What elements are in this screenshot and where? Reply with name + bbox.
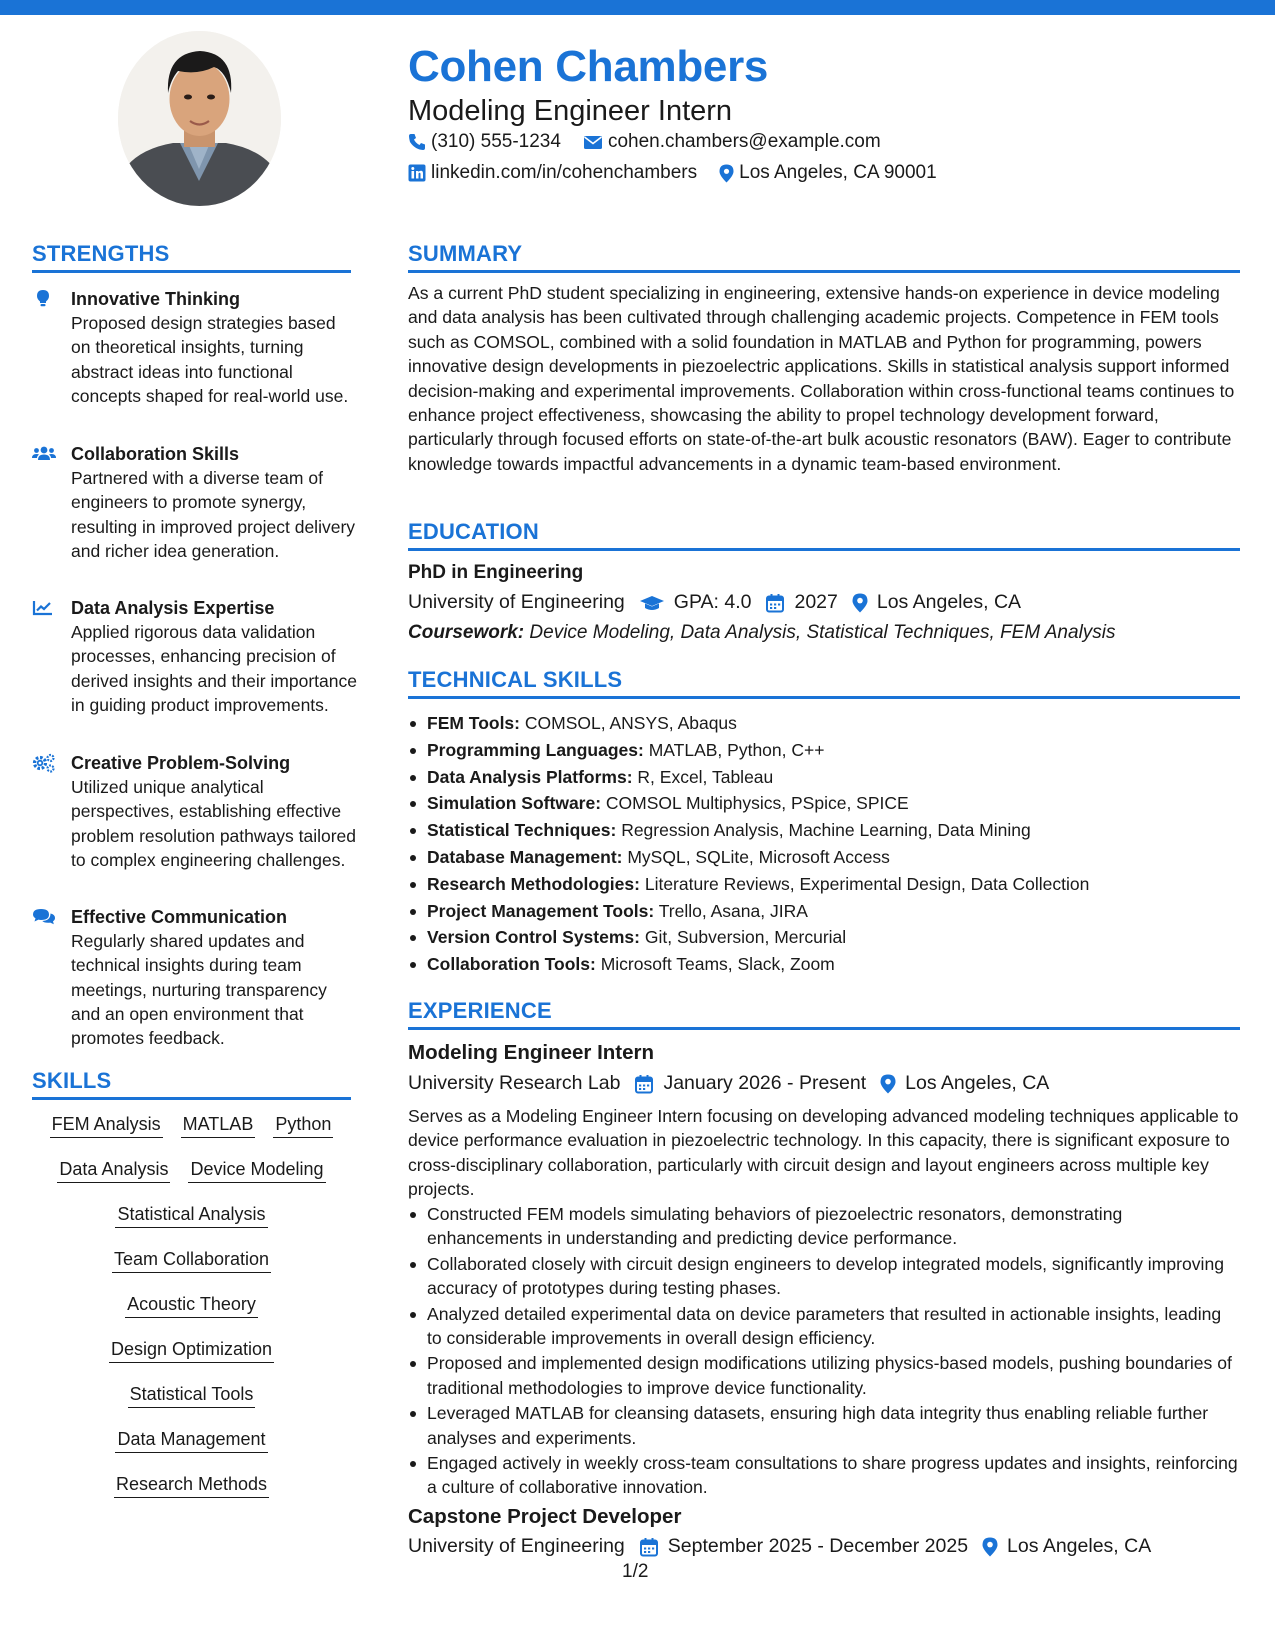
list-item: Simulation Software: COMSOL Multiphysics, PSpice, SPICE — [408, 790, 1240, 817]
list-item: Database Management: MySQL, SQLite, Microsoft Access — [408, 844, 1240, 871]
skills-row — [32, 1429, 351, 1453]
strengths-heading: STRENGTHS — [32, 241, 351, 273]
page-number: 1/2 — [622, 1561, 649, 1582]
job-dates: September 2025 - December 2025 — [667, 1535, 969, 1557]
skills-row — [32, 1384, 351, 1408]
skills-row — [32, 1474, 351, 1498]
location-pin-icon — [852, 593, 868, 613]
location-pin-icon — [880, 1074, 896, 1094]
strength-title: Creative Problem-Solving — [71, 753, 291, 773]
skills-heading: SKILLS — [32, 1068, 351, 1100]
skill-chip: Device Modeling — [188, 1159, 325, 1183]
list-item: Research Methodologies: Literature Reviews, Experimental Design, Data Collection — [408, 871, 1240, 898]
employer-name: University Research Lab — [408, 1072, 621, 1094]
list-item: Data Analysis Platforms: R, Excel, Tableau — [408, 764, 1240, 791]
graduation-cap-icon — [639, 593, 665, 613]
strength-description: Utilized unique analytical perspectives, establishing effective problem resolution pathways tailored to complex engineering challenges. — [71, 777, 357, 870]
skills-row — [32, 1159, 351, 1183]
skill-chip: Research Methods — [114, 1474, 269, 1498]
profile-photo — [118, 31, 281, 206]
summary-text: As a current PhD student specializing in engineering, extensive hands-on experience in device modeling and data analysis has been cultivated through challenging academic projects. Competence in FEM tools such as COMSOL, combined with a solid foundation in MATLAB and Python for programming, powers innovative design developments in piezoelectric applications. Skills in statistical analysis support informed decision-making and experimental improvements. Collaboration within cross-functional teams continues to enhance project effectiveness, showcasing the ability to propel technology development forward, particularly through focused efforts on state-of-the-art bulk acoustic resonators (BAW). Eager to contribute knowledge towards impactful advancements in a dynamic team-based environment. — [408, 283, 1235, 474]
technical-skills-list — [408, 710, 1240, 978]
education-heading: EDUCATION — [408, 519, 1240, 551]
calendar-icon — [765, 593, 785, 613]
skill-chip: Statistical Analysis — [115, 1204, 267, 1228]
job-title: Capstone Project Developer — [408, 1505, 682, 1528]
strength-item — [32, 442, 357, 563]
strength-item — [32, 905, 357, 1050]
list-item: Engaged actively in weekly cross-team consultations to share progress updates and insights, reinforcing a culture of collaborative innovation. — [408, 1451, 1240, 1500]
job-location: Los Angeles, CA — [1007, 1535, 1152, 1557]
list-item: Statistical Techniques: Regression Analysis, Machine Learning, Data Mining — [408, 817, 1240, 844]
skill-chip: Team Collaboration — [112, 1249, 271, 1273]
list-item: Leveraged MATLAB for cleansing datasets, ensuring high data integrity thus enabling reliable further analyses and experiments. — [408, 1401, 1240, 1450]
strength-title: Innovative Thinking — [71, 289, 241, 309]
phone-icon — [408, 133, 426, 151]
strength-item — [32, 751, 357, 872]
location-text: Los Angeles, CA 90001 — [739, 162, 937, 183]
technical-skills-heading: TECHNICAL SKILLS — [408, 667, 1240, 699]
strength-description: Regularly shared updates and technical insights during team meetings, nurturing transparency and an open environment that promotes feedback. — [71, 931, 327, 1049]
linkedin-link[interactable]: linkedin.com/in/cohenchambers — [431, 162, 698, 183]
job-bullets — [408, 1202, 1240, 1501]
list-item: FEM Tools: COMSOL, ANSYS, Abaqus — [408, 710, 1240, 737]
list-item: Project Management Tools: Trello, Asana, JIRA — [408, 898, 1240, 925]
list-item: Constructed FEM models simulating behaviors of piezoelectric resonators, demonstrating enhancements in understanding and predicting device performance. — [408, 1202, 1240, 1251]
email-link[interactable]: cohen.chambers@example.com — [607, 131, 881, 152]
list-item: Version Control Systems: Git, Subversion, Mercurial — [408, 924, 1240, 951]
location-pin-icon — [719, 164, 734, 182]
envelope-icon — [583, 133, 603, 151]
skill-chip: Data Management — [115, 1429, 267, 1453]
chart-line-icon — [32, 598, 54, 618]
calendar-icon — [639, 1537, 659, 1557]
job-description: Serves as a Modeling Engineer Intern focusing on developing advanced modeling techniques applicable to device performance evaluation in piezoelectric technology. In this capacity, there is significant exposure to cross-disciplinary collaboration, particularly with circuit design and layout engineers across multiple key projects. — [408, 1106, 1239, 1200]
job-meta — [408, 1535, 1151, 1558]
coursework-text: Device Modeling, Data Analysis, Statistical Techniques, FEM Analysis — [529, 622, 1116, 643]
phone-text[interactable]: (310) 555-1234 — [431, 131, 561, 152]
strength-title: Collaboration Skills — [71, 444, 240, 464]
skills-row — [32, 1114, 351, 1138]
education-meta — [408, 591, 1021, 614]
strength-description: Partnered with a diverse team of engineers to promote synergy, resulting in improved project delivery and richer idea generation. — [71, 468, 356, 561]
graduation-year: 2027 — [794, 591, 838, 613]
candidate-name: Cohen Chambers — [408, 42, 769, 91]
experience-heading: EXPERIENCE — [408, 998, 1240, 1030]
contact-row-2 — [408, 162, 937, 184]
education-location: Los Angeles, CA — [876, 591, 1022, 613]
gpa-text: GPA: 4.0 — [673, 591, 752, 613]
contact-row-1 — [408, 131, 881, 153]
job-dates: January 2026 - Present — [663, 1072, 867, 1094]
skill-chip: Statistical Tools — [128, 1384, 256, 1408]
coursework-line — [408, 622, 1116, 644]
gears-icon — [32, 753, 54, 773]
strength-description: Applied rigorous data validation processes, enhancing precision of derived insights and their importance in guiding product improvements. — [71, 622, 357, 715]
job-title: Modeling Engineer Intern — [408, 1041, 655, 1064]
skill-chip: Acoustic Theory — [125, 1294, 258, 1318]
skill-chip: Design Optimization — [109, 1339, 274, 1363]
coursework-label: Coursework: — [408, 622, 525, 643]
skills-row — [32, 1204, 351, 1228]
top-accent-bar — [0, 0, 1275, 15]
skill-chip: MATLAB — [181, 1114, 256, 1138]
candidate-role: Modeling Engineer Intern — [408, 95, 733, 127]
location-pin-icon — [982, 1537, 998, 1557]
lightbulb-icon — [32, 289, 54, 309]
skill-chip: Python — [273, 1114, 333, 1138]
calendar-icon — [634, 1074, 654, 1094]
school-name: University of Engineering — [408, 591, 625, 613]
strength-title: Effective Communication — [71, 907, 288, 927]
users-icon — [32, 444, 54, 464]
degree-title: PhD in Engineering — [408, 562, 584, 583]
skill-chip: FEM Analysis — [50, 1114, 163, 1138]
job-location: Los Angeles, CA — [905, 1072, 1050, 1094]
summary-heading: SUMMARY — [408, 241, 1240, 273]
list-item: Collaboration Tools: Microsoft Teams, Slack, Zoom — [408, 951, 1240, 978]
linkedin-icon — [408, 164, 426, 182]
strength-item — [32, 596, 357, 717]
strength-title: Data Analysis Expertise — [71, 598, 275, 618]
strength-description: Proposed design strategies based on theoretical insights, turning abstract ideas into functional concepts shaped for real-world use. — [71, 313, 349, 406]
skills-row — [32, 1249, 351, 1273]
comments-icon — [32, 907, 54, 927]
skills-row — [32, 1294, 351, 1318]
job-meta — [408, 1072, 1049, 1095]
list-item: Programming Languages: MATLAB, Python, C++ — [408, 737, 1240, 764]
list-item: Proposed and implemented design modifications utilizing physics-based models, pushing boundaries of traditional methodologies to improve device functionality. — [408, 1351, 1240, 1400]
list-item: Collaborated closely with circuit design engineers to develop integrated models, significantly improving accuracy of prototypes during testing phases. — [408, 1252, 1240, 1301]
skill-chip: Data Analysis — [57, 1159, 170, 1183]
skills-row — [32, 1339, 351, 1363]
strength-item — [32, 287, 357, 408]
list-item: Analyzed detailed experimental data on device parameters that resulted in actionable insights, leading to considerable improvements in overall design efficiency. — [408, 1302, 1240, 1351]
employer-name: University of Engineering — [408, 1535, 625, 1557]
